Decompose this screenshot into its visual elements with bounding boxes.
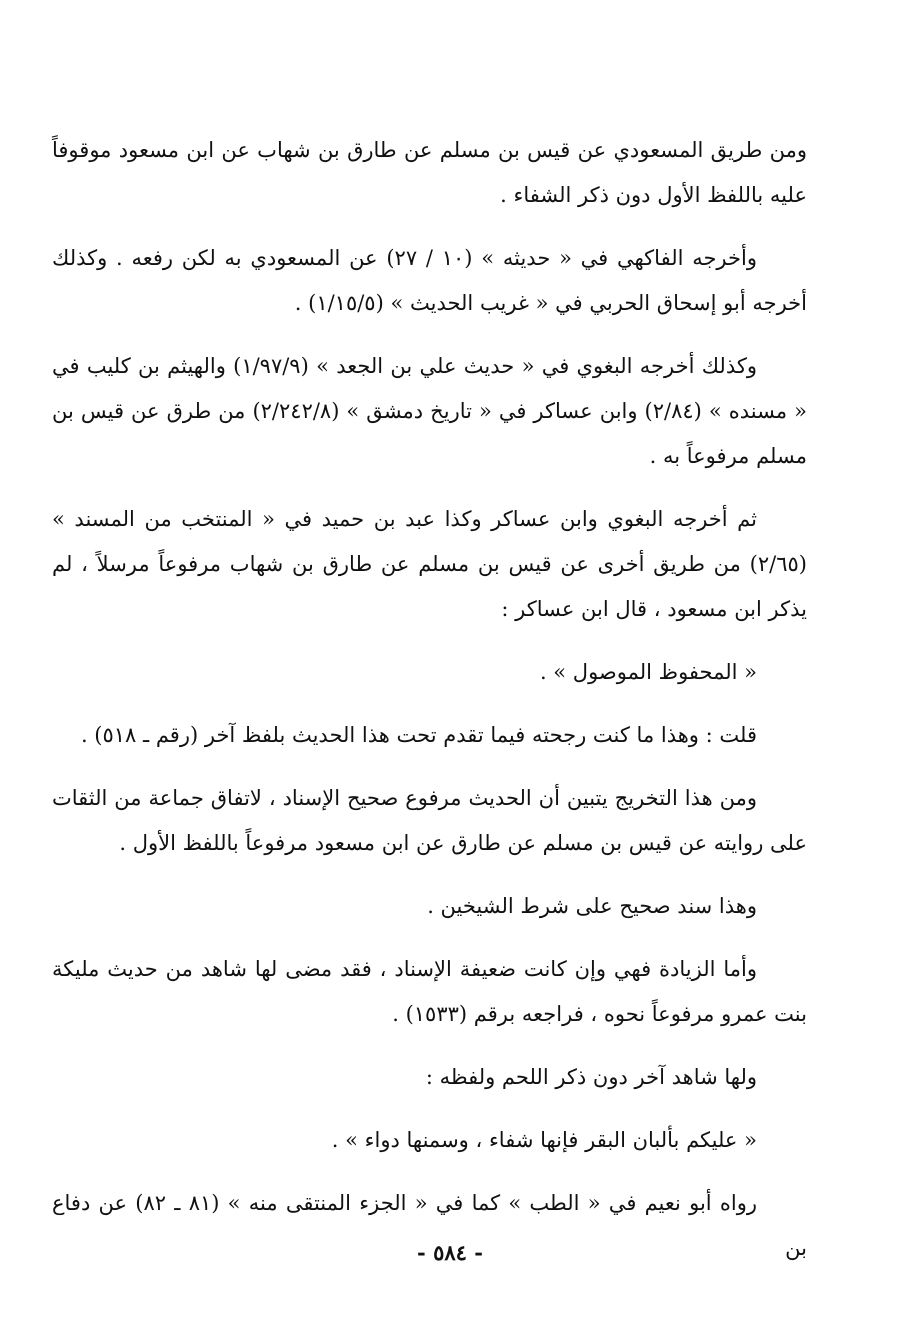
page-number: - ٥٨٤ -: [417, 1240, 483, 1265]
paragraph-4: ثم أخرجه البغوي وابن عساكر وكذا عبد بن حميد في « المنتخب من المسند » (٢/٦٥) من طريق أخرى عن قيس بن مسلم عن طارق بن شهاب مرفوعاً مرسلاً ، لم يذكر ابن مسعود ، قال ابن عساكر :: [52, 507, 807, 621]
paragraph-6: ومن هذا التخريج يتبين أن الحديث مرفوع صحيح الإسناد ، لاتفاق جماعة من الثقات على روايته عن قيس بن مسلم عن طارق عن ابن مسعود مرفوعاً باللفظ الأول .: [52, 786, 807, 855]
paragraph-3: وكذلك أخرجه البغوي في « حديث علي بن الجعد » (١/٩٧/٩) والهيثم بن كليب في « مسنده » (٢/٨٤) وابن عساكر في « تاريخ دمشق » (٢/٢٤٢/٨) من طرق عن قيس بن مسلم مرفوعاً به .: [52, 354, 807, 468]
quote-2: « عليكم بألبان البقر فإنها شفاء ، وسمنها دواء » .: [331, 1128, 757, 1152]
paragraph-7: وهذا سند صحيح على شرط الشيخين .: [427, 894, 757, 918]
paragraph-10: رواه أبو نعيم في « الطب » كما في « الجزء المنتقى منه » (٨١ ـ ٨٢) عن دفاع بن: [52, 1191, 807, 1260]
paragraph-1: ومن طريق المسعودي عن قيس بن مسلم عن طارق بن شهاب عن ابن مسعود موقوفاً عليه باللفظ الأول دون ذكر الشفاء .: [52, 138, 807, 207]
paragraph-2: وأخرجه الفاكهي في « حديثه » (١٠ / ٢٧) عن المسعودي به لكن رفعه . وكذلك أخرجه أبو إسحاق الحربي في « غريب الحديث » (١/١٥/٥) .: [52, 246, 807, 315]
body-text: [52, 128, 807, 1289]
paragraph-9: ولها شاهد آخر دون ذكر اللحم ولفظه :: [425, 1065, 757, 1089]
paragraph-8: وأما الزيادة فهي وإن كانت ضعيفة الإسناد ، فقد مضى لها شاهد من حديث مليكة بنت عمرو مرفوعاً نحوه ، فراجعه برقم (١٥٣٣) .: [52, 957, 807, 1026]
quote-1: « المحفوظ الموصول » .: [539, 660, 757, 684]
paragraph-5: قلت : وهذا ما كنت رجحته فيما تقدم تحت هذا الحديث بلفظ آخر (رقم ـ ٥١٨) .: [80, 723, 757, 747]
